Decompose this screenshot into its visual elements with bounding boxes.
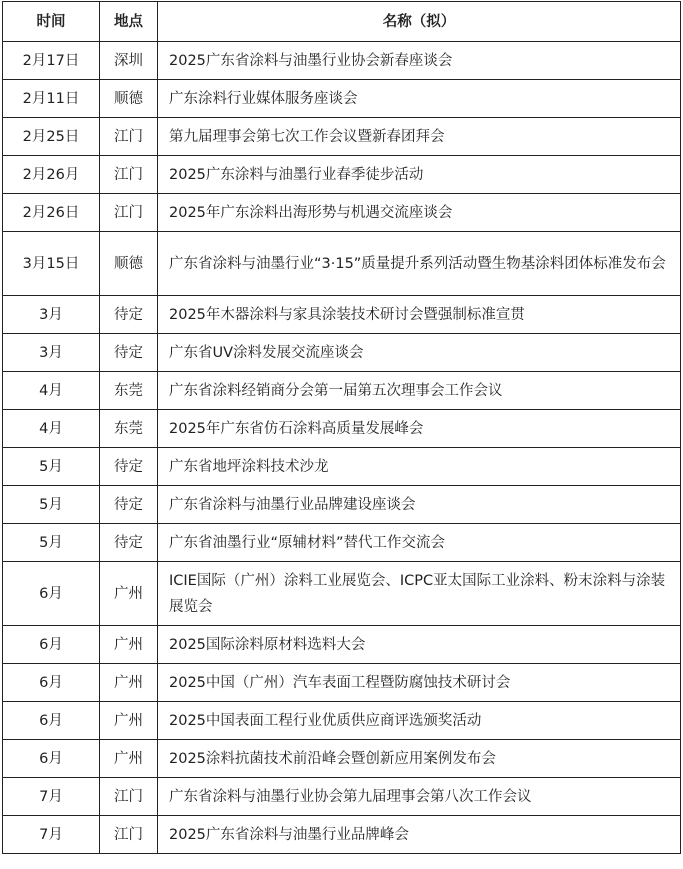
cell-name: 广东省油墨行业“原辅材料”替代工作交流会 (158, 524, 681, 562)
cell-place: 顺德 (100, 232, 158, 296)
cell-place: 待定 (100, 524, 158, 562)
cell-place: 顺德 (100, 80, 158, 118)
cell-place: 深圳 (100, 42, 158, 80)
table-row (3, 664, 681, 702)
cell-name: 2025年广东省仿石涂料高质量发展峰会 (158, 410, 681, 448)
cell-time: 3月 (3, 296, 100, 334)
table-row (3, 334, 681, 372)
cell-name: 2025涂料抗菌技术前沿峰会暨创新应用案例发布会 (158, 740, 681, 778)
cell-name: 2025广东涂料与油墨行业春季徒步活动 (158, 156, 681, 194)
table-row (3, 232, 681, 296)
event-schedule-table-wrapper (2, 1, 681, 854)
cell-time: 2月17日 (3, 42, 100, 80)
cell-time: 6月 (3, 740, 100, 778)
cell-time: 4月 (3, 410, 100, 448)
event-schedule-table (2, 1, 681, 854)
cell-time: 3月 (3, 334, 100, 372)
cell-name: 2025中国（广州）汽车表面工程暨防腐蚀技术研讨会 (158, 664, 681, 702)
cell-time: 5月 (3, 524, 100, 562)
cell-name: 广东省涂料经销商分会第一届第五次理事会工作会议 (158, 372, 681, 410)
cell-time: 5月 (3, 486, 100, 524)
cell-place: 江门 (100, 194, 158, 232)
cell-place: 广州 (100, 740, 158, 778)
cell-time: 2月26日 (3, 194, 100, 232)
table-row (3, 296, 681, 334)
table-row (3, 42, 681, 80)
cell-place: 待定 (100, 296, 158, 334)
table-row (3, 118, 681, 156)
cell-place: 广州 (100, 664, 158, 702)
cell-place: 东莞 (100, 372, 158, 410)
cell-name: 广东省涂料与油墨行业协会第九届理事会第八次工作会议 (158, 778, 681, 816)
table-row (3, 194, 681, 232)
cell-name: 广东涂料行业媒体服务座谈会 (158, 80, 681, 118)
cell-name: 第九届理事会第七次工作会议暨新春团拜会 (158, 118, 681, 156)
table-row (3, 524, 681, 562)
table-row (3, 702, 681, 740)
cell-place: 广州 (100, 562, 158, 626)
table-row (3, 486, 681, 524)
table-row (3, 448, 681, 486)
cell-place: 江门 (100, 118, 158, 156)
table-row (3, 778, 681, 816)
table-header-row (3, 2, 681, 42)
table-row (3, 80, 681, 118)
table-row (3, 740, 681, 778)
table-row (3, 410, 681, 448)
header-name: 名称（拟） (158, 2, 681, 42)
cell-time: 6月 (3, 562, 100, 626)
cell-name: 2025国际涂料原材料选料大会 (158, 626, 681, 664)
cell-name: ICIE国际（广州）涂料工业展览会、ICPC亚太国际工业涂料、粉末涂料与涂装展览会 (158, 562, 681, 626)
cell-time: 7月 (3, 816, 100, 854)
cell-time: 5月 (3, 448, 100, 486)
cell-place: 东莞 (100, 410, 158, 448)
cell-name: 广东省地坪涂料技术沙龙 (158, 448, 681, 486)
table-row (3, 156, 681, 194)
cell-name: 2025年木器涂料与家具涂装技术研讨会暨强制标准宣贯 (158, 296, 681, 334)
header-place: 地点 (100, 2, 158, 42)
table-row (3, 372, 681, 410)
cell-time: 3月15日 (3, 232, 100, 296)
cell-time: 6月 (3, 626, 100, 664)
cell-name: 2025年广东涂料出海形势与机遇交流座谈会 (158, 194, 681, 232)
cell-place: 待定 (100, 486, 158, 524)
cell-time: 7月 (3, 778, 100, 816)
cell-place: 江门 (100, 816, 158, 854)
cell-place: 待定 (100, 334, 158, 372)
cell-place: 江门 (100, 156, 158, 194)
cell-name: 广东省UV涂料发展交流座谈会 (158, 334, 681, 372)
header-time: 时间 (3, 2, 100, 42)
cell-time: 2月11日 (3, 80, 100, 118)
cell-time: 2月26月 (3, 156, 100, 194)
cell-name: 广东省涂料与油墨行业“3·15”质量提升系列活动暨生物基涂料团体标准发布会 (158, 232, 681, 296)
cell-place: 江门 (100, 778, 158, 816)
cell-place: 待定 (100, 448, 158, 486)
cell-place: 广州 (100, 702, 158, 740)
cell-name: 2025广东省涂料与油墨行业协会新春座谈会 (158, 42, 681, 80)
cell-name: 2025中国表面工程行业优质供应商评选颁奖活动 (158, 702, 681, 740)
cell-name: 广东省涂料与油墨行业品牌建设座谈会 (158, 486, 681, 524)
cell-time: 4月 (3, 372, 100, 410)
cell-place: 广州 (100, 626, 158, 664)
table-row (3, 562, 681, 626)
table-row (3, 816, 681, 854)
table-row (3, 626, 681, 664)
cell-time: 6月 (3, 664, 100, 702)
cell-time: 2月25日 (3, 118, 100, 156)
cell-time: 6月 (3, 702, 100, 740)
cell-name: 2025广东省涂料与油墨行业品牌峰会 (158, 816, 681, 854)
